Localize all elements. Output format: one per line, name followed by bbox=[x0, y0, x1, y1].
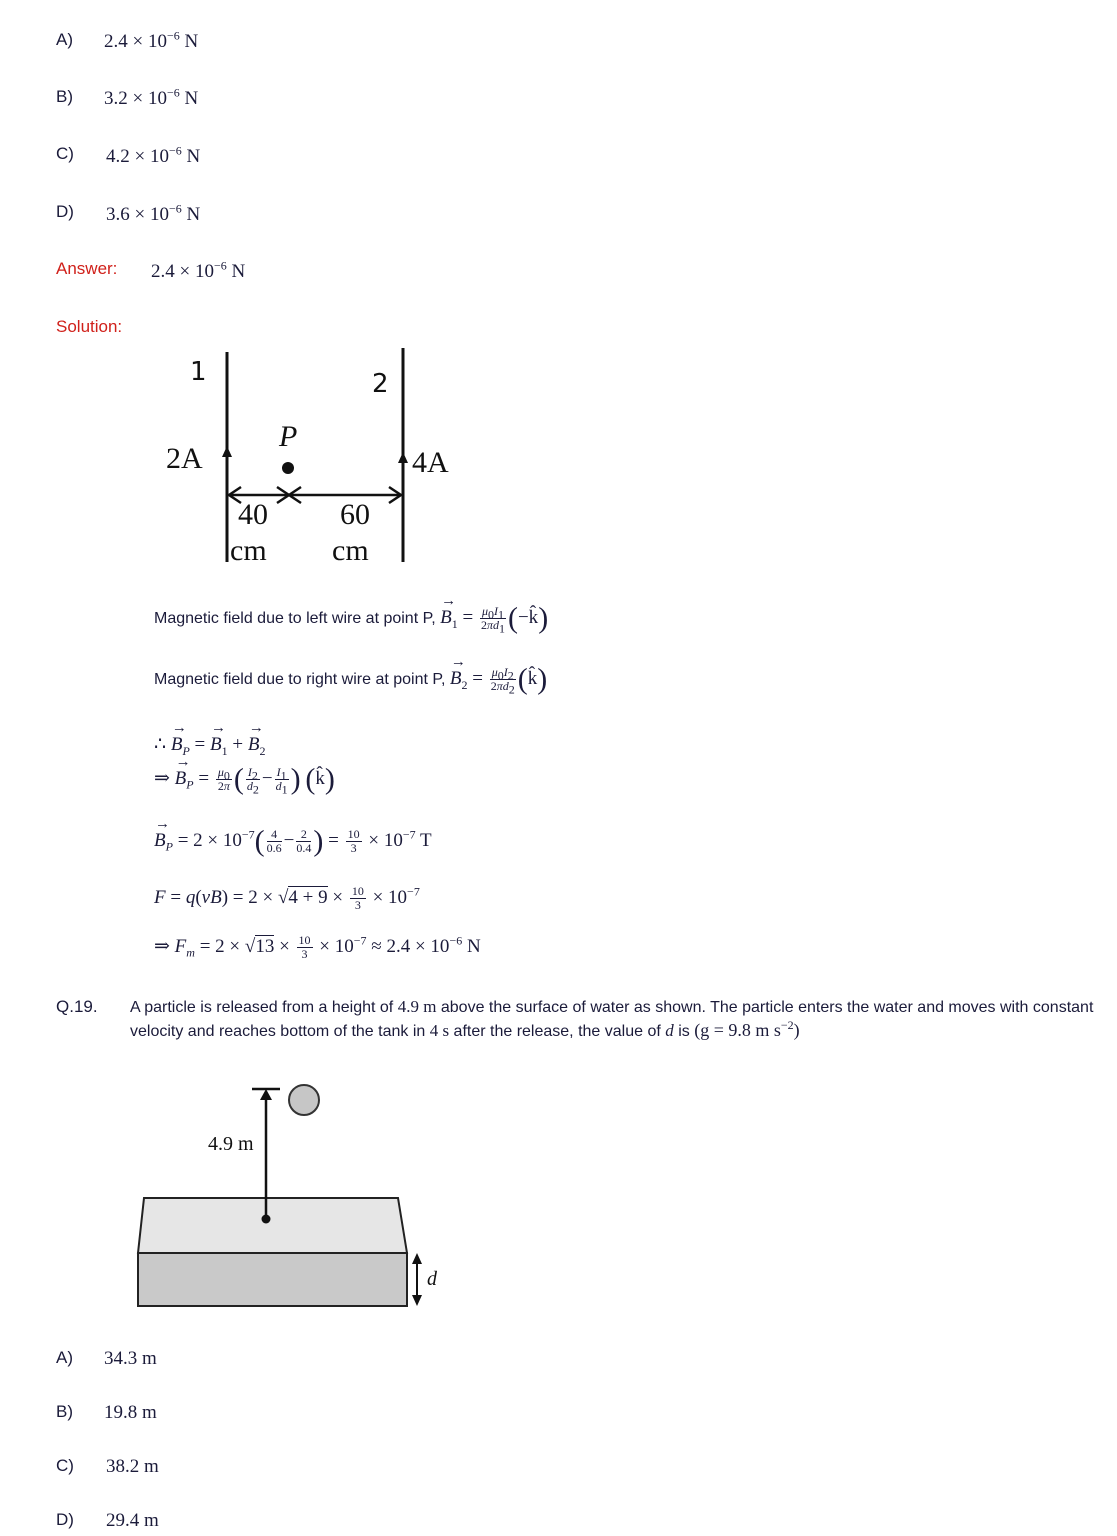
q19-number: Q.19. bbox=[56, 997, 98, 1016]
q18-option-d-label: D) bbox=[56, 202, 74, 221]
bp-value: → $B_P = 2 \times 10^{-7}$( $\frac{4}{0.6}$ − $\frac{2}{0.4}$ ) = $\frac{10}{3}$ × $10^{-7}$ T bbox=[154, 828, 432, 855]
b2-equation: Magnetic field due to right wire at point P, → $B_2$ = $\frac{\mu_0I_2}{2\pi d_2}$ (k̂) bbox=[154, 666, 547, 693]
q19-option-b-label: B) bbox=[56, 1402, 73, 1421]
force-result: ⇒ $F_m = 2 \times √13$ × $\frac{10}{3}$ × $10^{-7} \approx 2.4 \times 10^{-6}$ N bbox=[154, 933, 481, 961]
tank-front-face bbox=[138, 1253, 407, 1306]
parallel-wires-diagram bbox=[150, 340, 490, 570]
q18-option-c-label: C) bbox=[56, 144, 74, 163]
point-p-dot bbox=[282, 462, 294, 474]
distance-1-label: 40 bbox=[238, 498, 268, 531]
depth-label: d bbox=[427, 1268, 437, 1290]
q18-option-b-label: B) bbox=[56, 87, 73, 106]
q19-option-d-value: 29.4 m bbox=[106, 1510, 159, 1531]
current-arrow-2 bbox=[398, 452, 408, 463]
answer-label: Answer: bbox=[56, 259, 118, 278]
distance-2-label: 60 bbox=[340, 498, 370, 531]
q19-option-c-value: 38.2 m bbox=[106, 1456, 159, 1477]
bp-formula: ⇒ → $B_P$ = $\frac{\mu_0}{2\pi}$ ( $\frac{I_2}{d_2}$ − $\frac{I_1}{d_1}$ ) (k̂) bbox=[154, 766, 335, 793]
depth-arrow-down bbox=[412, 1295, 422, 1306]
q19-option-d-label: D) bbox=[56, 1510, 74, 1529]
tank-top-face bbox=[138, 1198, 407, 1253]
solution-label: Solution: bbox=[56, 317, 123, 336]
b1-equation: Magnetic field due to left wire at point P, → $B_1$ = $\frac{\mu_0I_1}{2\pi d_1}$ (−k̂) bbox=[154, 605, 548, 632]
entry-point-dot bbox=[262, 1215, 271, 1224]
force-equation: F = q(vB) = 2 × √4 + 9 × $\frac{10}{3}$ × $10^{-7}$ bbox=[154, 884, 420, 912]
wire-1-label: 1 bbox=[190, 357, 207, 387]
q19-option-a-label: A) bbox=[56, 1348, 73, 1367]
height-label: 4.9 m bbox=[208, 1133, 254, 1155]
q19-option-c-label: C) bbox=[56, 1456, 74, 1475]
current-arrow-1 bbox=[222, 446, 232, 457]
distance-1-unit: cm bbox=[230, 534, 267, 567]
wire-2-label: 2 bbox=[372, 369, 389, 399]
q19-option-a-value: 34.3 m bbox=[104, 1348, 157, 1369]
depth-arrow-up bbox=[412, 1253, 422, 1264]
q19-option-b-value: 19.8 m bbox=[104, 1402, 157, 1423]
bp-sum-equation: ∴ → $B_P$ = → $B_1$ + → $B_2$ bbox=[154, 733, 265, 756]
q18-option-d-value: $3.6 \times 10^{-6}$ N bbox=[106, 201, 201, 225]
point-p-label: P bbox=[279, 420, 298, 453]
q18-option-a-value: $2.4 \times 10^{-6}$ N bbox=[104, 28, 199, 52]
current-1-label: 2A bbox=[166, 442, 203, 475]
current-2-label: 4A bbox=[412, 446, 449, 479]
answer-value: $2.4 \times 10^{-6}$ N bbox=[151, 258, 246, 282]
particle-ball bbox=[289, 1085, 319, 1115]
q19-question-text: A particle is released from a height of 4.9 m above the surface of water as shown. The particle enters the water and moves with constant velocity and reaches bottom of the tank in 4 s after the release, the value of d is (g = 9.8 m $s^{-2}$) bbox=[130, 997, 1094, 1040]
height-arrow bbox=[260, 1089, 272, 1100]
q18-option-b-value: $3.2 \times 10^{-6}$ N bbox=[104, 85, 199, 109]
q18-option-a-label: A) bbox=[56, 30, 73, 49]
distance-2-unit: cm bbox=[332, 534, 369, 567]
q18-option-c-value: $4.2 \times 10^{-6}$ N bbox=[106, 143, 201, 167]
tank-diagram bbox=[130, 1075, 460, 1315]
